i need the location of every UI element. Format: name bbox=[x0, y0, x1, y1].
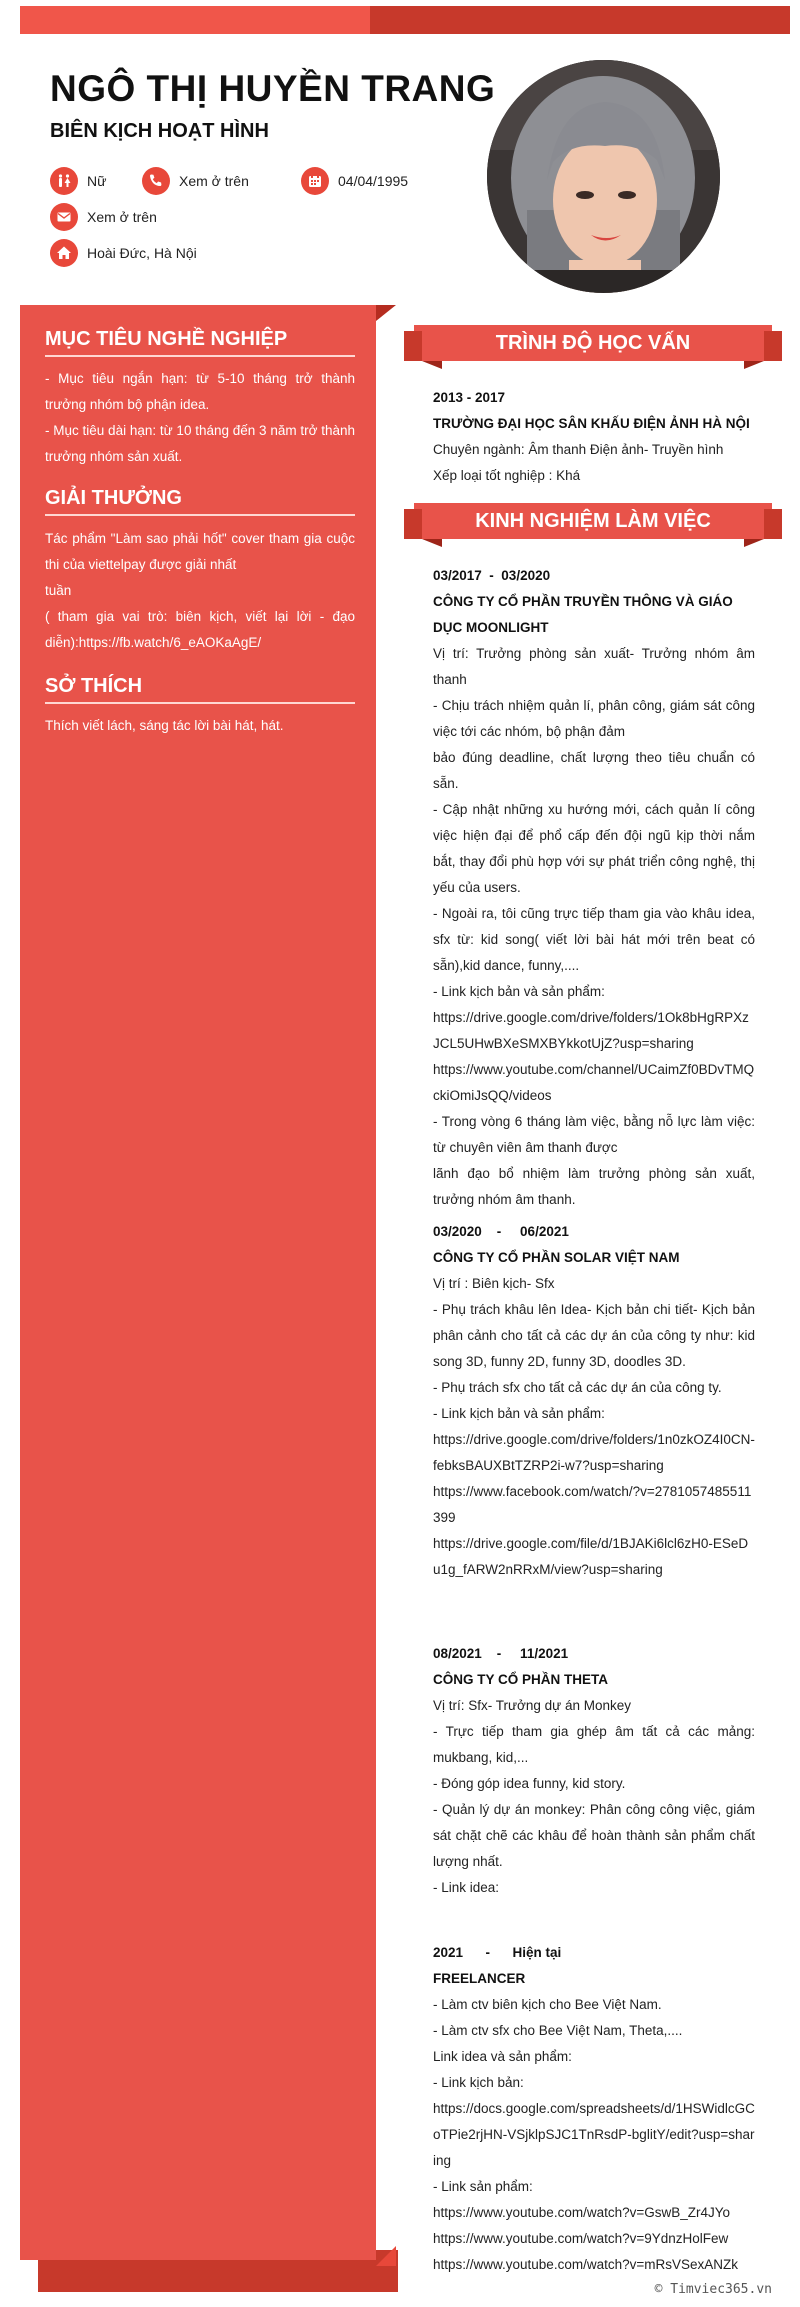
job-company: CÔNG TY CỔ PHẦN THETA bbox=[433, 1672, 609, 1687]
job-line: - Quản lý dự án monkey: Phân công công việc, giám sát chặt chẽ các khâu để hoàn thành sản phẩm chất lượng nhất. bbox=[433, 1802, 755, 1869]
phone-info bbox=[142, 167, 249, 195]
job-line: - Ngoài ra, tôi cũng trực tiếp tham gia vào khâu idea, sfx từ: kid song( viết lời bài hát mới trên beat có sẵn),kid dance, funny,.... bbox=[433, 906, 755, 973]
job-line: - Đóng góp idea funny, kid story. bbox=[433, 1776, 626, 1791]
education-school: TRƯỜNG ĐẠI HỌC SÂN KHẤU ĐIỆN ẢNH HÀ NỘI bbox=[433, 416, 750, 431]
watermark: © Timviec365.vn bbox=[654, 2282, 772, 2297]
job-line: lãnh đạo bổ nhiệm làm trưởng phòng sản xuất, trưởng nhóm âm thanh. bbox=[433, 1166, 755, 1207]
job-line: Vị trí: Sfx- Trưởng dự án Monkey bbox=[433, 1698, 631, 1713]
birthday-info bbox=[301, 167, 408, 195]
job-line: - Link kịch bản và sản phẩm: bbox=[433, 984, 605, 999]
awards-title: GIẢI THƯỞNG bbox=[45, 487, 182, 509]
address-value: Hoài Đức, Hà Nội bbox=[87, 245, 197, 261]
ribbon-fold-right bbox=[744, 361, 764, 369]
job-link[interactable]: https://www.youtube.com/channel/UCaimZf0BDvTMQckiOmiJsQQ/videos bbox=[433, 1062, 755, 1103]
job-line: - Link kịch bản: bbox=[433, 2075, 524, 2090]
address-info bbox=[50, 239, 197, 267]
job-date: 08/2021 - 11/2021 bbox=[433, 1646, 569, 1661]
job-line: - Cập nhật những xu hướng mới, cách quản lí công việc hiện đại để phổ cấp đến đội ngũ kịp thời nắm bắt, thay đổi phù hợp với sự phát triển công nghệ, thị yếu của users. bbox=[433, 802, 755, 895]
calendar-icon bbox=[301, 167, 329, 195]
job-line: Vị trí: Trưởng phòng sản xuất- Trưởng nhóm âm thanh bbox=[433, 646, 755, 687]
job-line: - Phụ trách khâu lên Idea- Kịch bản chi tiết- Kịch bản phân cảnh cho tất cả các dự án của công ty như: kid song 3D, funny 2D, funny 3D, doodles 3D. bbox=[433, 1302, 755, 1369]
job-link[interactable]: https://www.youtube.com/watch?v=GswB_Zr4JYo bbox=[433, 2205, 731, 2220]
job-company: CÔNG TY CỔ PHẦN SOLAR VIỆT NAM bbox=[433, 1250, 680, 1265]
awards-body bbox=[45, 526, 355, 656]
hobbies-title: SỞ THÍCH bbox=[45, 675, 143, 697]
email-value: Xem ở trên bbox=[87, 209, 157, 225]
birthday-value: 04/04/1995 bbox=[338, 173, 409, 189]
ribbon-fold-left bbox=[422, 539, 442, 547]
awards-line: ( tham gia vai trò: biên kịch, viết lại lời - đạo diễn):https://fb.watch/6_eAOKaAgE/ bbox=[45, 609, 355, 650]
top-banner-light bbox=[20, 6, 380, 34]
job-line: Link idea và sản phẩm: bbox=[433, 2049, 572, 2064]
job-line: Vị trí : Biên kịch- Sfx bbox=[433, 1276, 555, 1291]
objective-title: MỤC TIÊU NGHỀ NGHIỆP bbox=[45, 328, 288, 350]
education-header bbox=[414, 325, 772, 369]
job-freelancer bbox=[433, 1940, 755, 2278]
gender-value: Nữ bbox=[87, 173, 107, 189]
awards-line: Tác phẩm "Làm sao phải hốt" cover tham gia cuộc thi của viettelpay được giải nhất bbox=[45, 531, 355, 572]
job-date: 2021 - Hiện tại bbox=[433, 1945, 562, 1960]
gender-info bbox=[50, 167, 106, 195]
job-link[interactable]: https://www.facebook.com/watch/?v=2781057485511399 bbox=[433, 1484, 752, 1525]
top-banner bbox=[20, 6, 790, 34]
gender-icon bbox=[50, 167, 78, 195]
job-theta bbox=[433, 1641, 755, 1901]
ribbon-fold-left bbox=[422, 361, 442, 369]
job-company: CÔNG TY CỔ PHẦN TRUYỀN THÔNG VÀ GIÁO DỤC MOONLIGHT bbox=[433, 594, 733, 635]
job-link[interactable]: https://drive.google.com/drive/folders/1Ok8bHgRPXzJCL5UHwBXeSMXBYkkotUjZ?usp=sharing bbox=[433, 1010, 749, 1051]
hobbies-text: Thích viết lách, sáng tác lời bài hát, hát. bbox=[45, 718, 284, 733]
home-icon bbox=[50, 239, 78, 267]
job-date: 03/2017 - 03/2020 bbox=[433, 568, 551, 583]
job-moonlight bbox=[433, 563, 755, 1213]
job-line: - Link sản phẩm: bbox=[433, 2179, 533, 2194]
job-line: - Làm ctv biên kịch cho Bee Việt Nam. bbox=[433, 1997, 662, 2012]
job-title: BIÊN KỊCH HOẠT HÌNH bbox=[50, 120, 269, 142]
candidate-name: NGÔ THỊ HUYỀN TRANG bbox=[50, 68, 496, 109]
phone-icon bbox=[142, 167, 170, 195]
education-body bbox=[433, 385, 755, 489]
job-line: - Làm ctv sfx cho Bee Việt Nam, Theta,.... bbox=[433, 2023, 683, 2038]
job-line: - Link idea: bbox=[433, 1880, 500, 1895]
job-line: - Trong vòng 6 tháng làm việc, bằng nỗ lực làm việc: từ chuyên viên âm thanh được bbox=[433, 1114, 755, 1155]
education-major: Chuyên ngành: Âm thanh Điện ảnh- Truyền hình bbox=[433, 442, 724, 457]
job-line: bảo đúng deadline, chất lượng theo tiêu chuẩn có sẵn. bbox=[433, 750, 755, 791]
job-link[interactable]: https://docs.google.com/spreadsheets/d/1HSWidlcGCoTPie2rjHN-VSjklpSJC1TnRsdP-bglitY/edit?usp=sharing bbox=[433, 2101, 755, 2168]
objective-body bbox=[45, 366, 355, 470]
job-line: - Phụ trách sfx cho tất cả các dự án của công ty. bbox=[433, 1380, 722, 1395]
left-column-fold bbox=[376, 305, 396, 321]
job-line: - Chịu trách nhiệm quản lí, phân công, giám sát công việc tới các nhóm, bộ phận đảm bbox=[433, 698, 755, 739]
email-info bbox=[50, 203, 157, 231]
job-date: 03/2020 - 06/2021 bbox=[433, 1224, 569, 1239]
objective-line: - Mục tiêu ngắn hạn: từ 5-10 tháng trở thành trưởng nhóm bộ phận idea. bbox=[45, 371, 355, 412]
job-link[interactable]: https://drive.google.com/file/d/1BJAKi6lcl6zH0-ESeDu1g_fARW2nRRxM/view?usp=sharing bbox=[433, 1536, 749, 1577]
objective-line: - Mục tiêu dài hạn: từ 10 tháng đến 3 năm trở thành trưởng nhóm sản xuất. bbox=[45, 423, 355, 464]
job-link[interactable]: https://www.youtube.com/watch?v=9YdnzHolFew bbox=[433, 2231, 729, 2246]
job-link[interactable]: https://drive.google.com/drive/folders/1n0zkOZ4I0CN-febksBAUXBtTZRP2i-w7?usp=sharing bbox=[433, 1432, 755, 1473]
awards-divider bbox=[45, 514, 355, 516]
education-title: TRÌNH ĐỘ HỌC VẤN bbox=[414, 325, 772, 361]
phone-value: Xem ở trên bbox=[179, 173, 249, 189]
awards-line: tuần bbox=[45, 583, 72, 598]
top-banner-dark bbox=[370, 6, 790, 34]
experience-title: KINH NGHIỆM LÀM VIỆC bbox=[414, 503, 772, 539]
email-icon bbox=[50, 203, 78, 231]
job-link[interactable]: https://www.youtube.com/watch?v=mRsVSexANZk bbox=[433, 2257, 738, 2272]
education-date: 2013 - 2017 bbox=[433, 390, 506, 405]
education-grade: Xếp loại tốt nghiệp : Khá bbox=[433, 468, 581, 483]
experience-header bbox=[414, 503, 772, 547]
job-line: - Trực tiếp tham gia ghép âm tất cả các mảng: mukbang, kid,... bbox=[433, 1724, 755, 1765]
hobbies-body bbox=[45, 713, 355, 739]
avatar bbox=[487, 60, 720, 293]
job-company: FREELANCER bbox=[433, 1971, 526, 1986]
ribbon-fold-right bbox=[744, 539, 764, 547]
objective-divider bbox=[45, 355, 355, 357]
hobbies-divider bbox=[45, 702, 355, 704]
job-line: - Link kịch bản và sản phẩm: bbox=[433, 1406, 605, 1421]
job-solar bbox=[433, 1219, 755, 1583]
